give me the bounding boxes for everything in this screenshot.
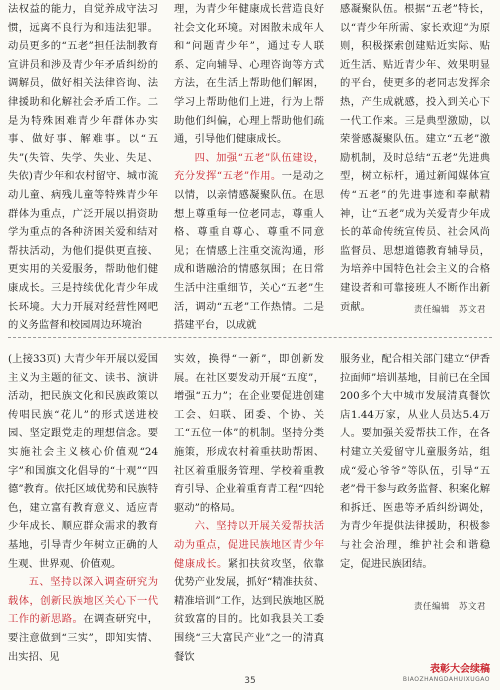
- article-top: [8, 0, 492, 332]
- paragraph: (上接33页) 大青少年开展以爱国主义为主题的征文、读书、演讲活动，把民族文化和民族政策以传唱民族“花儿”的形式送进校园、坚定跟党走的理想信念。要实施社会主义核心价值观“24字”和国旗文化倡导的“十观”“四德”教育。依托区域优势和民族特色，建立富有教育意义、适应青少年成长、顺应群众需求的教育基地，引导青少年树立正确的人生观、世界观、价值观。: [8, 353, 158, 570]
- article-top-column-1: [8, 0, 158, 332]
- article-top-column-3: [340, 0, 490, 328]
- editor-credit: 责任编辑 苏文君: [413, 602, 486, 612]
- editor-credit: 责任编辑 苏文君: [413, 305, 486, 315]
- paragraph-text: 一是动之以情，以亲情感凝聚队伍。在思想上尊重每一位老同志，尊重人格、尊重自尊心、尊重不同意见；在情感上注重交流沟通，形成和谐融洽的情感氛围；在日常生活中注重细节，关心“五老”生活，调动“五老”工作热情。二是搭建平台，以成就: [174, 170, 324, 332]
- article-divider: [8, 337, 492, 338]
- paragraph: 理，为青少年健康成长营造良好社会文化环境。对困散未成年人和“问题青少年”，通过专人联系、定向辅导、心理咨询等方式方法，在生活上帮助他们解困，学习上帮助他们上进，行为上帮助他们纠偏，心理上帮助他们疏通，引导他们健康成长。: [174, 3, 324, 146]
- brand-pinyin: BIAOZHANGDAHUIXUGAO: [402, 676, 490, 683]
- paragraph-text: 紧扣扶贫攻坚，依靠优势产业发展，抓好“精准扶贫、精准培训”工作，达到民族地区脱贫致富的目的。比如我县关工委围绕“三大富民产业”之一的清真餐饮: [174, 557, 325, 663]
- article-bottom: [8, 350, 492, 663]
- paragraph-text: 在调查研究中，要注意做到“三实”，即知实情、出实招、见: [8, 613, 159, 663]
- paragraph: 法权益的能力，自觉养成守法习惯，远离不良行为和违法犯罪。动员更多的“五老”担任法制教育宣讲员和涉及青少年矛盾纠纷的调解员，做好相关法律咨询、法律援助和化解社会矛盾工作。二是为特殊困难青少年群体办实事、做好事、解难事。以“五失”(失管、失学、失业、失足、失依)青少年和农村留守、城市流动儿童、病残儿童等特殊青少年群体为重点，广泛开展以捐资助学为重点的各种济困关爱和结对帮扶活动，为他们提供更直接、更实用的关爱服务，帮助他们健康成长。三是持续优化青少年成长环境。大力开展对经营性网吧的义务监督和校园周边环境治: [8, 3, 158, 332]
- page-number: 35: [244, 676, 256, 686]
- paragraph: 感凝聚队伍。根据“五老”特长，以“青少年所需、家长欢迎”为原则，积极探索创建贴近实际、贴近生活、贴近青少年、效果明显的平台，使更多的老同志发挥余热，产生成就感，投入到关心下一代工作来。三是典型激励，以荣誉感凝聚队伍。建立“五老”激励机制，及时总结“五老”先进典型，树立标杆，通过新闻媒体宣传“五老”的先进事迹和奉献精神，让“五老”成为关爱青少年成长的革命传统宣传员、社会风尚监督员、思想道德教育辅导员，为培养中国特色社会主义的合格建设者和可靠接班人不断作出新贡献。: [340, 3, 490, 313]
- article-bottom-column-3: [340, 350, 490, 620]
- section-paragraph: [174, 517, 324, 666]
- section-paragraph: [174, 149, 324, 335]
- brand-title: 表彰大会续稿: [430, 664, 490, 675]
- section-heading: 四、加强“五老”队伍建设，充分发挥“五老”作用。: [174, 151, 324, 183]
- article-bottom-column-2: [174, 350, 325, 663]
- section-paragraph: [8, 573, 158, 666]
- paragraph: 服务业，配合相关部门建立“伊香拉面师”培训基地，目前已在全国200多个大中城市发展清真餐饮店1.44万家，从业人员达5.4万人。要加强关爱帮扶工作，在各村建立关爱留守儿童服务站，组成“爱心爷爷”等队伍，引导“五老”骨干参与政务监督、积案化解和拆迁、医患等矛盾纠纷调处，为青少年提供法律援助，积极参与社会治理，维护社会和谐稳定，促进民族团结。: [340, 353, 490, 570]
- article-top-column-2: [174, 0, 324, 332]
- article-bottom-column-1: [8, 350, 159, 663]
- magazine-brand: [403, 664, 490, 684]
- section-heading: 六、坚持以开展关爱帮扶活动为重点，促进民族地区青少年健康成长。: [174, 520, 324, 570]
- paragraph: 实效，换得“一新”，即创新发展。在社区要发动开展“五度”，增强“五力”；在企业要促进创建工会、妇联、团委、个协、关工“五位一体”的机制。坚持分类施策，形成农村着重扶助帮困、社区着重服务管理、学校着重教育引导、企业着重育青工程“四轮驱动”的格局。: [174, 353, 324, 514]
- section-heading: 五、坚持以深入调查研究为载体，创新民族地区关心下一代工作的新思路。: [8, 576, 158, 626]
